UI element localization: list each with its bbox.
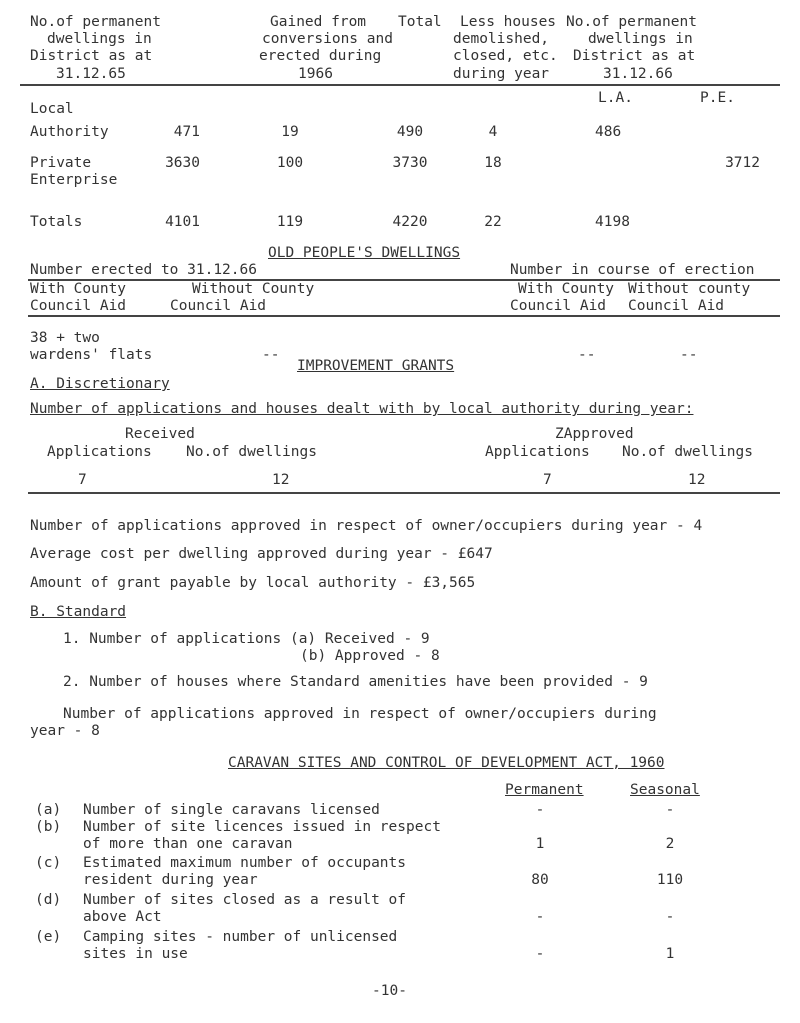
header-col2-line3: erected during xyxy=(259,48,382,64)
subheader-la: L.A. xyxy=(598,90,633,106)
item-text-2: sites in use xyxy=(83,946,188,962)
approved-dwellings-value: 12 xyxy=(688,472,706,488)
header-col5-line1: No.of permanent xyxy=(566,14,697,30)
cell-less: 4 xyxy=(488,124,498,140)
received-apps-label: Applications xyxy=(47,444,152,460)
standard-amenities-line: 2. Number of houses where Standard amenities have been provided - 9 xyxy=(63,674,648,690)
subheader-pe: P.E. xyxy=(700,90,735,106)
page-number: -10- xyxy=(372,983,407,999)
item-permanent: 1 xyxy=(535,836,545,852)
wardens-label-1: 38 + two xyxy=(30,330,100,346)
cell-total: 490 xyxy=(396,124,424,140)
item-key: (a) xyxy=(35,802,62,818)
standard-owner-occupier-line-2: year - 8 xyxy=(30,723,100,739)
improvement-rule xyxy=(28,492,780,494)
col-without-county-2: Council Aid xyxy=(170,298,267,314)
header-col1-line2: dwellings in xyxy=(47,31,152,47)
received-apps-value: 7 xyxy=(78,472,87,488)
item-seasonal: 2 xyxy=(665,836,675,852)
header-col5-line2: dwellings in xyxy=(588,31,693,47)
item-text-2: above Act xyxy=(83,909,162,925)
item-text: Number of sites closed as a result of xyxy=(83,892,407,908)
header-col1-line3: District as at xyxy=(30,48,153,64)
seasonal-heading: Seasonal xyxy=(630,782,700,798)
approved-apps-value: 7 xyxy=(543,472,552,488)
row-label-2: Enterprise xyxy=(30,172,118,188)
header-col5-line3: District as at xyxy=(573,48,696,64)
item-key: (e) xyxy=(35,929,62,945)
cell-start: 471 xyxy=(173,124,200,140)
item-key: (c) xyxy=(35,855,62,871)
average-cost-line: Average cost per dwelling approved during year - £647 xyxy=(30,546,493,562)
applications-heading: Number of applications and houses dealt with by local authority during year: xyxy=(30,401,694,417)
item-text: Number of site licences issued in respect xyxy=(83,819,441,835)
approved-label: ZApproved xyxy=(555,426,634,442)
item-text: Number of single caravans licensed xyxy=(83,802,380,818)
item-key: (d) xyxy=(35,892,62,908)
old-people-title: OLD PEOPLE'S DWELLINGS xyxy=(268,245,461,261)
row-label: Totals xyxy=(30,214,83,230)
received-dwellings-value: 12 xyxy=(272,472,290,488)
cell-gained: 119 xyxy=(276,214,304,230)
standard-owner-occupier-line: Number of applications approved in respect of owner/occupiers during xyxy=(63,706,657,722)
item-permanent: - xyxy=(535,946,545,962)
cell-start: 4101 xyxy=(165,214,200,230)
cell-total: 4220 xyxy=(392,214,428,230)
item-text: Estimated maximum number of occupants xyxy=(83,855,407,871)
wardens-label-2: wardens' flats xyxy=(30,347,153,363)
local-label: Local xyxy=(30,101,74,117)
col-with-county-2: Council Aid xyxy=(30,298,127,314)
header-col3: Total xyxy=(398,14,442,30)
item-permanent: 80 xyxy=(531,872,549,888)
cell-gained: 100 xyxy=(276,155,304,171)
cell-less: 22 xyxy=(484,214,502,230)
approved-apps-label: Applications xyxy=(485,444,590,460)
item-key: (b) xyxy=(35,819,62,835)
cell-la: 4198 xyxy=(595,214,630,230)
item-text-2: of more than one caravan xyxy=(83,836,293,852)
grant-amount-line: Amount of grant payable by local authority - £3,565 xyxy=(30,575,476,591)
header-col4-line2: demolished, xyxy=(453,31,550,47)
header-col2-line1: Gained from xyxy=(270,14,367,30)
section-b-heading: B. Standard xyxy=(30,604,127,620)
wardens-value-1: -- xyxy=(262,347,280,363)
erected-heading: Number erected to 31.12.66 xyxy=(30,262,257,278)
header-col4-line4: during year xyxy=(453,66,550,82)
section-a-heading: A. Discretionary xyxy=(30,376,170,392)
header-col2-line2: conversions and xyxy=(262,31,393,47)
col-with-county-1: With County xyxy=(30,281,127,297)
cell-gained: 19 xyxy=(281,124,299,140)
caravan-title: CARAVAN SITES AND CONTROL OF DEVELOPMENT ACT, 1960 xyxy=(228,755,665,771)
wardens-value-2: -- xyxy=(578,347,596,363)
standard-applications-received: 1. Number of applications (a) Received - 9 xyxy=(63,631,430,647)
header-rule xyxy=(20,84,780,86)
item-seasonal: 1 xyxy=(665,946,675,962)
cell-la: 486 xyxy=(595,124,622,140)
cell-pe: 3712 xyxy=(725,155,760,171)
item-seasonal: - xyxy=(665,802,675,818)
cell-less: 18 xyxy=(484,155,502,171)
header-col4-line3: closed, etc. xyxy=(453,48,558,64)
item-permanent: - xyxy=(535,909,545,925)
header-col2-line4: 1966 xyxy=(298,66,333,82)
col-course-with-2: Council Aid xyxy=(510,298,607,314)
item-text-2: resident during year xyxy=(83,872,258,888)
item-seasonal: - xyxy=(665,909,675,925)
item-permanent: - xyxy=(535,802,545,818)
owner-occupier-line: Number of applications approved in respect of owner/occupiers during year - 4 xyxy=(30,518,703,534)
permanent-heading: Permanent xyxy=(505,782,584,798)
received-dwellings-label: No.of dwellings xyxy=(186,444,317,460)
header-col1-line1: No.of permanent xyxy=(30,14,161,30)
cell-total: 3730 xyxy=(392,155,428,171)
col-course-without-1: Without county xyxy=(628,281,751,297)
received-label: Received xyxy=(125,426,195,442)
col-without-county-1: Without County xyxy=(192,281,315,297)
col-course-without-2: Council Aid xyxy=(628,298,725,314)
cell-start: 3630 xyxy=(165,155,200,171)
improvement-title: IMPROVEMENT GRANTS xyxy=(297,358,455,374)
header-col5-line4: 31.12.66 xyxy=(603,66,673,82)
item-text: Camping sites - number of unlicensed xyxy=(83,929,398,945)
row-label: Authority xyxy=(30,124,109,140)
course-heading: Number in course of erection xyxy=(510,262,755,278)
wardens-value-3: -- xyxy=(680,347,698,363)
approved-dwellings-label: No.of dwellings xyxy=(622,444,753,460)
old-people-rule-bottom xyxy=(28,315,780,317)
item-seasonal: 110 xyxy=(656,872,684,888)
header-col4-line1: Less houses xyxy=(460,14,557,30)
header-col1-line4: 31.12.65 xyxy=(56,66,126,82)
standard-applications-approved: (b) Approved - 8 xyxy=(300,648,440,664)
row-label: Private xyxy=(30,155,92,171)
col-course-with-1: With County xyxy=(518,281,615,297)
